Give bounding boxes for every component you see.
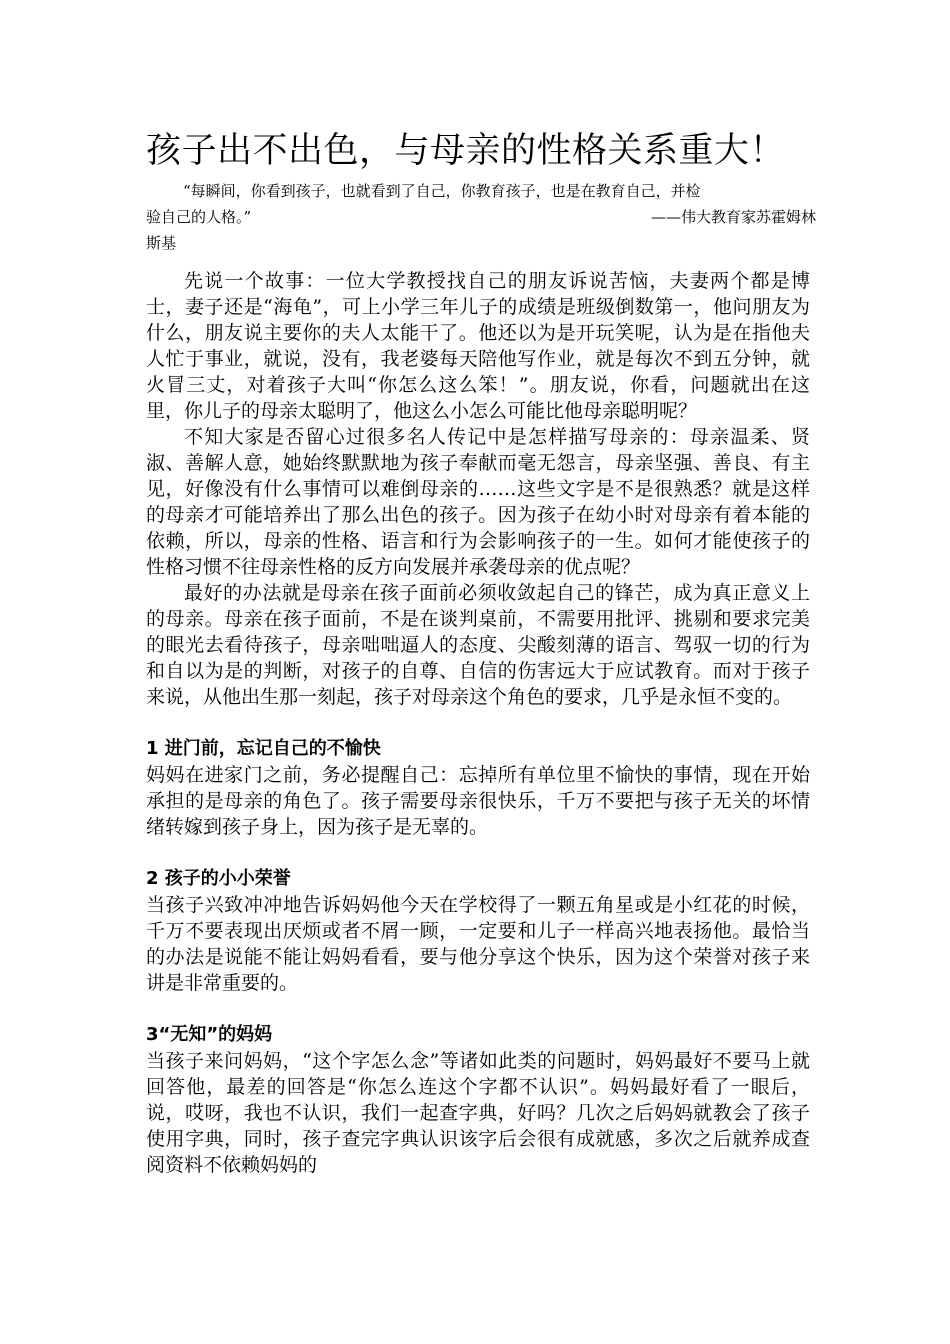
epigraph-line-1: “每瞬间，你看到孩子，也就看到了自己，你教育孩子，也是在教育自己，并检: [183, 182, 701, 200]
section-text: 当孩子兴致冲冲地告诉妈妈他今天在学校得了一颗五角星或是小红花的时候，千万不要表现出厌烦或者不屑一顾，一定要和儿子一样高兴地表扬他。最恰当的办法是说能不能让妈妈看看，要与他分享这个快乐，因为这个荣誉对孩子来讲是非常重要的。: [146, 894, 810, 994]
section-heading: 3“无知”的妈妈: [146, 1024, 273, 1045]
section-2: [146, 866, 810, 996]
section-text: 当孩子来问妈妈，“这个字怎么念”等诸如此类的问题时，妈妈最好不要马上就回答他，最差的回答是“你怎么连这个字都不认识”。妈妈最好看了一眼后，说，哎呀，我也不认识，我们一起查字典，好吗？几次之后妈妈就教会了孩子使用字典，同时，孩子查完字典认识该字后会很有成就感，多次之后就养成查阅资料不依赖妈妈的: [146, 1050, 810, 1176]
paragraph-best-method: 最好的办法就是母亲在孩子面前必须收敛起自己的锋芒，成为真正意义上的母亲。母亲在孩子面前，不是在谈判桌前，不需要用批评、挑剔和要求完美的眼光去看待孩子，母亲咄咄逼人的态度、尖酸刻薄的语言、驾驭一切的行为和自以为是的判断，对孩子的自尊、自信的伤害远大于应试教育。而对于孩子来说，从他出生那一刻起，孩子对母亲这个角色的要求，几乎是永恒不变的。: [146, 582, 810, 708]
section-heading: 1 进门前，忘记自己的不愉快: [146, 738, 381, 759]
epigraph-line-2-text: 验自己的人格。”: [146, 208, 252, 226]
page-title: 孩子出不出色，与母亲的性格关系重大！: [146, 131, 786, 171]
paragraph-story: 先说一个故事：一位大学教授找自己的朋友诉说苦恼，夫妻两个都是博士，妻子还是“海龟”，可上小学三年儿子的成绩是班级倒数第一，他问朋友为什么，朋友说主要你的夫人太能干了。他还以为是开玩笑呢，认为是在指他夫人忙于事业，就说，没有，我老婆每天陪他写作业，就是每次不到五分钟，就火冒三丈，对着孩子大叫“你怎么这么笨！”。朋友说，你看，问题就出在这里，你儿子的母亲太聪明了，他这么小怎么可能比他母亲聪明呢？: [146, 270, 810, 422]
epigraph-line-2: [146, 204, 816, 230]
section-text: 妈妈在进家门之前，务必提醒自己：忘掉所有单位里不愉快的事情，现在开始承担的是母亲的角色了。孩子需要母亲很快乐，千万不要把与孩子无关的坏情绪转嫁到孩子身上，因为孩子是无辜的。: [146, 764, 810, 838]
epigraph-attribution-continued: 斯基: [146, 234, 177, 252]
paragraph-biographies: 不知大家是否留心过很多名人传记中是怎样描写母亲的：母亲温柔、贤淑、善解人意，她始终默默地为孩子奉献而毫无怨言，母亲坚强、善良、有主见，好像没有什么事情可以难倒母亲的……这些文字是不是很熟悉？就是这样的母亲才可能培养出了那么出色的孩子。因为孩子在幼小时对母亲有着本能的依赖，所以，母亲的性格、语言和行为会影响孩子的一生。如何才能使孩子的性格习惯不往母亲性格的反方向发展并承袭母亲的优点呢？: [146, 426, 810, 578]
section-1: [146, 736, 810, 840]
section-heading: 2 孩子的小小荣誉: [146, 868, 291, 889]
article-body: [146, 268, 810, 1178]
epigraph: [146, 178, 816, 256]
section-3: [146, 1022, 810, 1178]
epigraph-attribution: ——伟大教育家苏霍姆林: [650, 208, 816, 226]
